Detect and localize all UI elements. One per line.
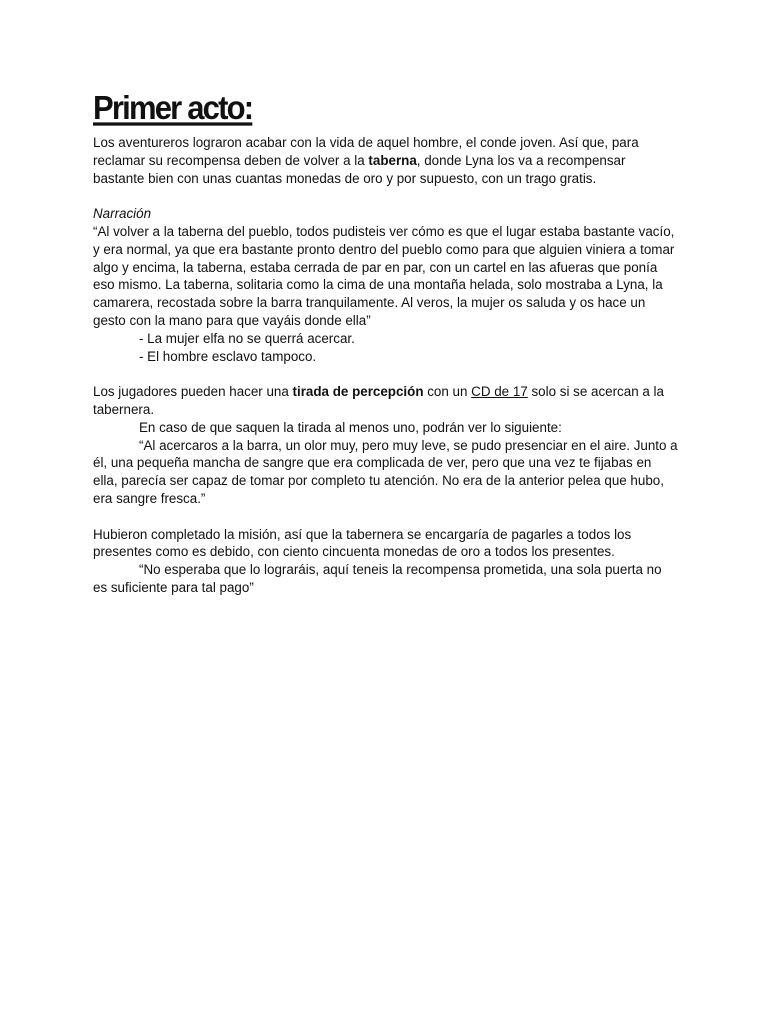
success-condition-paragraph: En caso de que saquen la tirada al menos uno, podrán ver lo siguiente: [139, 419, 562, 435]
narration-label: Narración [93, 206, 152, 222]
intro-text-part-1: Los aventureros lograron acabar con la vida de aquel hombre, el conde joven. Así que, para reclamar su recompensa deben de volver a la [93, 135, 639, 168]
blood-description-paragraph: “Al acercaros a la barra, un olor muy, pero muy leve, se pudo presenciar en el aire. Junto a él, una pequeña mancha de sangre que era complicada de ver, pero que una vez te fijabas en ella, parecía ser capaz de tomar por completo tu atención. No era de la anterior pelea que hubo, era sangre fresca.” [93, 437, 678, 506]
reward-paragraph: Hubieron completado la misión, así que la tabernera se encargaría de pagarles a todos los presentes como es debido, con ciento cincuenta monedas de oro a todos los presentes. [93, 526, 632, 560]
perception-text-part-1: Los jugadores pueden hacer una [93, 384, 293, 400]
perception-text-part-3: solo si se acercan a la tabernera. [93, 384, 664, 417]
narration-paragraph: “Al volver a la taberna del pueblo, todos pudisteis ver cómo es que el lugar estaba bastante vacío, y era normal, ya que era bastante pronto dentro del pueblo como para que alguien viniera a tomar algo y encima, la taberna, estaba cerrada de par en par, con un cartel en las afueras que ponía eso mismo. La taberna, solitaria como la cima de una montaña helada, solo mostraba a Lyna, la camarera, recostada sobre la barra tranquilamente. Al veros, la mujer os saluda y os hace un gesto con la mano para que vayáis donde ella” [93, 223, 675, 328]
paragraph-spacer [93, 365, 678, 383]
paragraph-spacer [93, 508, 678, 526]
bullet-item: - La mujer elfa no se querrá acercar. [139, 330, 355, 346]
intro-text-part-2: , donde Lyna los va a recompensar bastante bien con unas cuantas monedas de oro y por supuesto, con un trago gratis. [93, 152, 626, 186]
bullet-item: - El hombre esclavo tampoco. [139, 348, 317, 364]
perception-bold-term: tirada de percepción [292, 384, 424, 400]
document-title: Primer acto: [93, 88, 253, 127]
intro-paragraph [93, 134, 678, 187]
difficulty-class: CD de 17 [471, 384, 528, 400]
intro-bold-term: taberna [368, 152, 417, 168]
document-page [93, 90, 678, 597]
paragraph-spacer [93, 187, 678, 205]
perception-paragraph [93, 383, 678, 419]
tavernkeeper-quote-paragraph: “No esperaba que lo lograráis, aquí teneis la recompensa prometida, una sola puerta no es suficiente para tal pago” [93, 562, 662, 595]
perception-text-part-2: con un [423, 384, 472, 400]
